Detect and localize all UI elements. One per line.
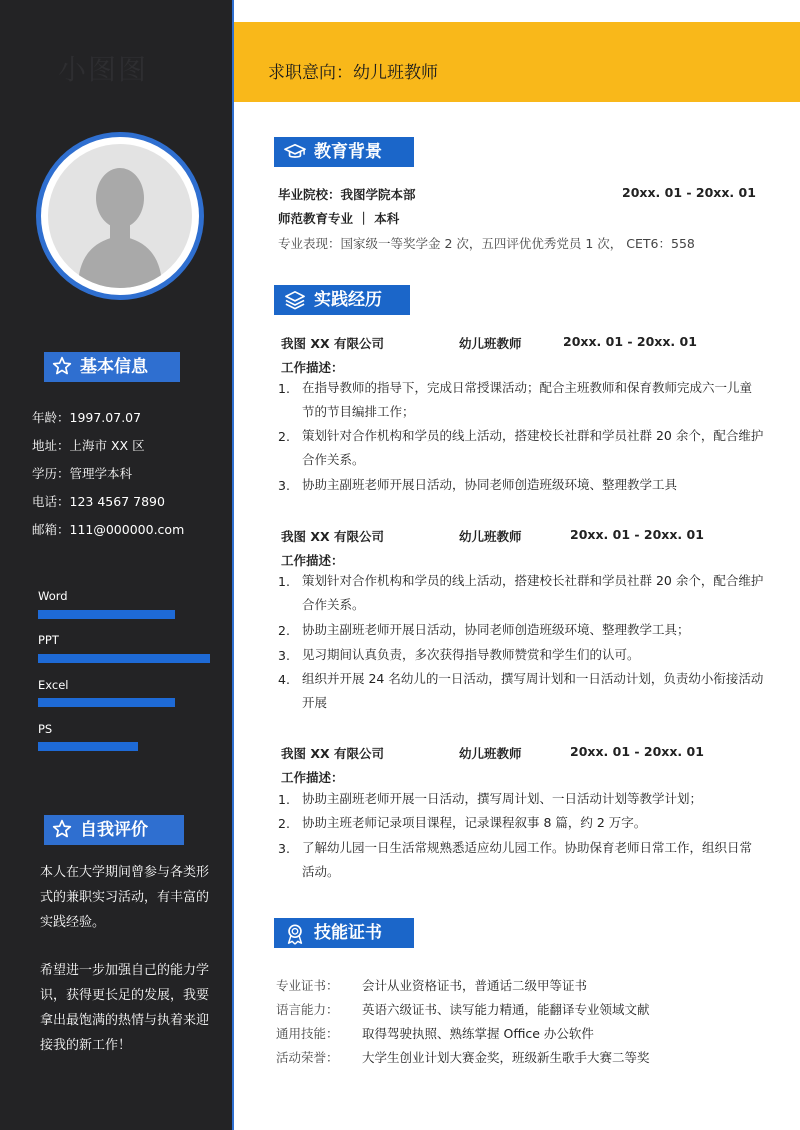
cert-label: 通用技能： bbox=[276, 1026, 339, 1041]
info-address: 地址：上海市 XX 区 bbox=[32, 438, 145, 453]
education-performance: 专业表现：国家级一等奖学金 2 次，五四评优优秀党员 1 次， CET6：558 bbox=[278, 236, 695, 251]
job-description-label: 工作描述： bbox=[281, 770, 344, 785]
skill-label-word: Word bbox=[38, 589, 68, 603]
education-heading: 教育背景 bbox=[274, 137, 414, 167]
cert-value: 取得驾驶执照、熟练掌握 Office 办公软件 bbox=[362, 1026, 594, 1041]
job-period: 20xx. 01 - 20xx. 01 bbox=[570, 527, 704, 542]
job-description-label: 工作描述： bbox=[281, 553, 344, 568]
list-number: 1. bbox=[278, 574, 290, 589]
education-school: 毕业院校：我图学院本部 bbox=[278, 187, 416, 202]
list-number: 2. bbox=[278, 429, 290, 444]
self-eval-paragraph: 希望进一步加强自己的能力学识，获得更长足的发展，我要拿出最饱满的热情与执着来迎接我的新工作！ bbox=[40, 963, 210, 1053]
info-phone: 电话：123 4567 7890 bbox=[32, 494, 165, 509]
star-icon bbox=[52, 356, 72, 376]
cert-label: 活动荣誉： bbox=[276, 1050, 339, 1065]
objective-banner bbox=[234, 22, 800, 102]
skill-bar-excel bbox=[38, 698, 175, 707]
list-item: 策划针对合作机构和学员的线上活动，搭建校长社群和学员社群 20 余个，配合维护合作关系。 bbox=[302, 573, 764, 612]
list-item: 策划针对合作机构和学员的线上活动，搭建校长社群和学员社群 20 余个，配合维护合作关系。 bbox=[302, 428, 764, 467]
job-role: 幼儿班教师 bbox=[459, 529, 522, 544]
cert-label: 语言能力： bbox=[276, 1002, 339, 1017]
list-number: 3. bbox=[278, 478, 290, 493]
award-badge-icon bbox=[284, 923, 306, 945]
list-number: 3. bbox=[278, 648, 290, 663]
job-period: 20xx. 01 - 20xx. 01 bbox=[570, 744, 704, 759]
avatar bbox=[36, 132, 204, 300]
info-email: 邮箱：111@000000.com bbox=[32, 522, 185, 537]
info-education: 学历：管理学本科 bbox=[32, 466, 133, 481]
skill-bar-ps bbox=[38, 742, 138, 751]
skill-bar-ppt bbox=[38, 654, 210, 663]
job-role: 幼儿班教师 bbox=[459, 746, 522, 761]
list-number: 3. bbox=[278, 841, 290, 856]
cert-value: 英语六级证书、读写能力精通，能翻译专业领域文献 bbox=[362, 1002, 650, 1017]
experience-heading: 实践经历 bbox=[274, 285, 410, 315]
basic-info-heading: 基本信息 bbox=[44, 352, 180, 382]
star-icon bbox=[52, 819, 72, 839]
job-objective: 求职意向：幼儿班教师 bbox=[268, 63, 438, 83]
skill-label-ppt: PPT bbox=[38, 633, 59, 647]
layers-icon bbox=[284, 290, 306, 310]
list-item: 见习期间认真负责，多次获得指导教师赞赏和学生们的认可。 bbox=[302, 647, 640, 662]
list-item: 协助主班老师记录项目课程，记录课程叙事 8 篇，约 2 万字。 bbox=[302, 815, 647, 830]
list-number: 4. bbox=[278, 672, 290, 687]
job-company: 我图 XX 有限公司 bbox=[281, 529, 384, 544]
list-item: 在指导教师的指导下，完成日常授课活动；配合主班教师和保育教师完成六一儿童节的节目编排工作； bbox=[302, 380, 753, 419]
list-number: 1. bbox=[278, 792, 290, 807]
education-major: 师范教育专业 ｜ 本科 bbox=[278, 211, 400, 226]
job-role: 幼儿班教师 bbox=[459, 336, 522, 351]
job-company: 我图 XX 有限公司 bbox=[281, 746, 384, 761]
job-company: 我图 XX 有限公司 bbox=[281, 336, 384, 351]
cert-value: 会计从业资格证书，普通话二级甲等证书 bbox=[362, 978, 588, 993]
skill-label-ps: PS bbox=[38, 722, 53, 736]
skill-label-excel: Excel bbox=[38, 678, 69, 692]
education-period: 20xx. 01 - 20xx. 01 bbox=[622, 185, 756, 200]
list-item: 组织并开展 24 名幼儿的一日活动，撰写周计划和一日活动计划，负责幼小衔接活动开展 bbox=[302, 671, 764, 710]
person-silhouette-icon bbox=[48, 144, 192, 288]
graduation-cap-icon bbox=[284, 142, 306, 162]
cert-label: 专业证书： bbox=[276, 978, 339, 993]
self-eval-heading: 自我评价 bbox=[44, 815, 184, 845]
list-item: 了解幼儿园一日生活常规熟悉适应幼儿园工作。协助保育老师日常工作，组织日常活动。 bbox=[302, 840, 753, 879]
list-item: 协助主副班老师开展日活动，协同老师创造班级环境、整理教学工具 bbox=[302, 477, 678, 492]
list-number: 1. bbox=[278, 381, 290, 396]
cert-value: 大学生创业计划大赛金奖，班级新生歌手大赛二等奖 bbox=[362, 1050, 650, 1065]
skill-bar-word bbox=[38, 610, 175, 619]
certificates-heading: 技能证书 bbox=[274, 918, 414, 948]
list-number: 2. bbox=[278, 816, 290, 831]
info-age: 年龄：1997.07.07 bbox=[32, 410, 142, 425]
logo-watermark: 小图图 bbox=[58, 53, 149, 86]
list-item: 协助主副班老师开展日活动，协同老师创造班级环境、整理教学工具； bbox=[302, 622, 690, 637]
sidebar bbox=[0, 0, 234, 1130]
list-item: 协助主副班老师开展一日活动，撰写周计划、一日活动计划等教学计划； bbox=[302, 791, 703, 806]
job-description-label: 工作描述： bbox=[281, 360, 344, 375]
self-eval-paragraph: 本人在大学期间曾参与各类形式的兼职实习活动，有丰富的实践经验。 bbox=[40, 865, 210, 930]
list-number: 2. bbox=[278, 623, 290, 638]
job-period: 20xx. 01 - 20xx. 01 bbox=[563, 334, 697, 349]
